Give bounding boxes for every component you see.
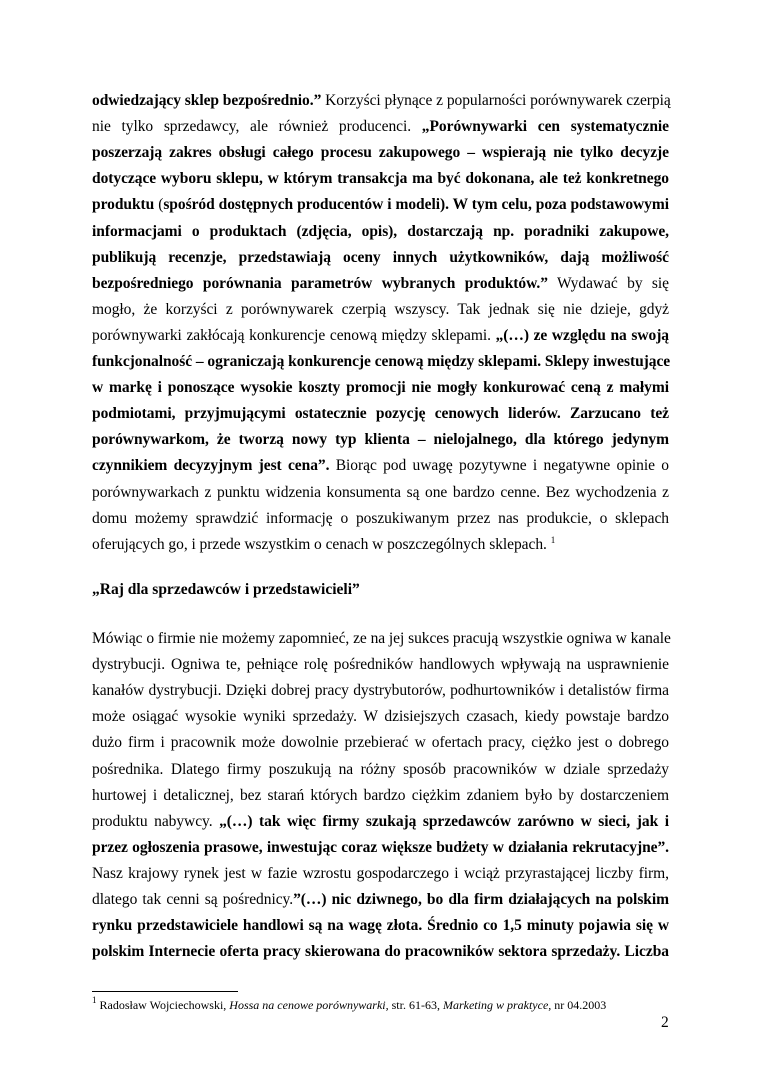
text-line (92, 274, 669, 294)
body-text: Nasz krajowy rynek jest w fazie wzrostu gospodarczego i wciąż przyrastającej liczby firm, (92, 864, 669, 882)
bold-quote-text: dotyczące wyboru sklepu, w którym transakcja ma być dokonana, ale też konkretnego (92, 170, 669, 188)
text-line (92, 195, 669, 215)
footnote (92, 995, 607, 1013)
bold-quote-text: czynnikiem decyzyjnym jest cena”. (92, 457, 330, 475)
text-line (92, 812, 669, 832)
text-line (92, 733, 669, 753)
text-line (92, 117, 669, 137)
page-number: 2 (661, 1014, 669, 1031)
text-line (92, 786, 669, 806)
body-text: Wydawać by się (547, 274, 669, 292)
text-line (92, 404, 669, 424)
bold-quote-text: produktu (92, 196, 155, 214)
body-text: nie tylko sprzedawcy, ale również producenci. (92, 118, 422, 136)
text-line (92, 535, 555, 555)
text-line (92, 326, 669, 346)
bold-quote-text: przez ogłoszenia prasowe, inwestując coraz większe budżety w działania rekrutacyjne”. (92, 838, 669, 856)
bold-quote-text: porównywarkom, że tworzą nowy typ klienta – nielojalnego, dla którego jedynym (92, 431, 669, 449)
bold-quote-text: rynku przedstawiciele handlowi są na wagę złota. Średnio co 1,5 minuty pojawia się w (92, 917, 669, 935)
body-text: pośrednika. Dlatego firmy poszukują na różny sposób pracowników w dziale sprzedaży (92, 760, 669, 778)
bold-quote-text: spośród dostępnych producentów i modeli). W tym celu, poza podstawowymi (163, 196, 669, 214)
body-text: mogło, że korzyści z porównywarek czerpią wszyscy. Tak jednak się nie dzieje, gdyż (92, 300, 669, 318)
text-line (92, 483, 669, 503)
text-line (92, 707, 669, 727)
text-line (92, 248, 669, 268)
body-text: dlatego tak cenni są pośrednicy. (92, 891, 294, 908)
body-text: produktu nabywcy. (92, 812, 220, 830)
text-line (92, 456, 669, 476)
text-line (92, 169, 669, 189)
body-text: hurtowej i detalicznej, bez starań których bardzo ciężkim zdaniem było by dostarczeniem (92, 786, 669, 804)
body-text: porównywarki zakłócają konkurencje cenową między sklepami. (92, 326, 496, 344)
text-line (92, 222, 669, 242)
bold-quote-text: „(…) tak więc firmy szukają sprzedawców zarówno w sieci, jak i (219, 812, 669, 830)
bold-quote-text: publikują recenzje, przedstawiają oceny innych użytkowników, dają możliwość (92, 248, 669, 266)
body-text: ( (154, 196, 164, 214)
bold-quote-text: odwiedzający sklep bezpośrednio.” (92, 92, 322, 109)
bold-quote-text: informacjami o produktach (zdjęcia, opis), dostarczają np. poradniki zakupowe, (92, 222, 669, 240)
body-text: Mówiąc o firmie nie możemy zapomnieć, ze na jej sukces pracują wszystkie ogniwa w kanale (92, 630, 671, 647)
text-line (92, 91, 669, 111)
bold-quote-text: podmiotami, przyjmującymi ostatecznie pozycję cenowych liderów. Zarzucano też (92, 405, 669, 423)
text-line (92, 143, 669, 163)
text-line (92, 681, 669, 701)
body-text: dystrybucji. Ogniwa te, pełniące rolę pośredników handlowych wpływają na usprawnienie (92, 656, 669, 674)
bold-quote-text: „(…) ze względu na swoją (495, 326, 670, 344)
text-line (92, 890, 669, 910)
body-text: dużo firm i pracownik może dowolnie przebierać w ofertach pracy, ciężko jest o dobrego (92, 734, 669, 752)
bold-quote-text: w markę i ponoszące wysokie koszty promocji nie mogły konkurować ceną z małymi (92, 379, 669, 397)
body-text: porównywarkach z punktu widzenia konsumenta są one bardzo cenne. Bez wychodzenia z (92, 483, 669, 501)
text-line (92, 509, 669, 529)
bold-quote-text: ”(…) nic dziwnego, bo dla firm działających na polskim (293, 891, 669, 908)
body-text: Korzyści płynące z popularności porównywarek czerpią (321, 92, 671, 109)
text-line (92, 942, 669, 962)
bold-quote-text: bezpośredniego porównania parametrów wybranych produktów.” (92, 274, 548, 292)
footnote-journal: Marketing w praktyce, (442, 998, 552, 1012)
body-text: Biorąc pod uwagę pozytywne i negatywne opinie o (329, 457, 669, 475)
text-line (92, 838, 669, 858)
body-text: kanałów dystrybucji. Dzięki dobrej pracy dystrybutorów, podhurtowników i detalistów firma (92, 682, 669, 700)
text-line (92, 864, 669, 884)
text-line (92, 430, 669, 450)
bold-quote-text: „Porównywarki cen systematycznie (421, 118, 669, 136)
footnote-author: Radosław Wojciechowski, (96, 998, 230, 1012)
footnote-title: Hossa na cenowe porównywarki, (229, 998, 389, 1012)
text-line (92, 378, 669, 398)
text-line (92, 629, 669, 649)
footnote-issue: nr 04.2003 (551, 998, 607, 1012)
bold-quote-text: poszerzają zakres obsługi całego procesu zakupowego – wspierają nie tylko decyzje (92, 144, 669, 162)
text-line (92, 352, 669, 372)
text-line (92, 916, 669, 936)
footnote-reference: 1 (550, 534, 556, 545)
bold-quote-text: funkcjonalność – ograniczają konkurencje cenową między sklepami. Sklepy inwestujące (92, 353, 671, 370)
footnote-mark: 1 (92, 995, 97, 1005)
section-heading: „Raj dla sprzedawców i przedstawicieli” (92, 581, 360, 598)
text-line (92, 655, 669, 675)
bold-quote-text: polskim Internecie oferta pracy skierowana do pracowników sektora sprzedaży. Liczba (92, 943, 669, 961)
body-text: może osiągać wysokie wyniki sprzedaży. W dzisiejszych czasach, kiedy powstaje bardzo (92, 708, 669, 726)
body-text: oferujących go, i przede wszystkim o cenach w poszczególnych sklepach. (92, 535, 551, 553)
text-line (92, 300, 669, 320)
body-text: domu możemy sprawdzić informację o poszukiwanym przez nas produkcie, o sklepach (92, 509, 669, 527)
footnote-pages: str. 61-63, (388, 998, 443, 1012)
footnote-separator (92, 991, 238, 992)
text-line (92, 760, 669, 780)
